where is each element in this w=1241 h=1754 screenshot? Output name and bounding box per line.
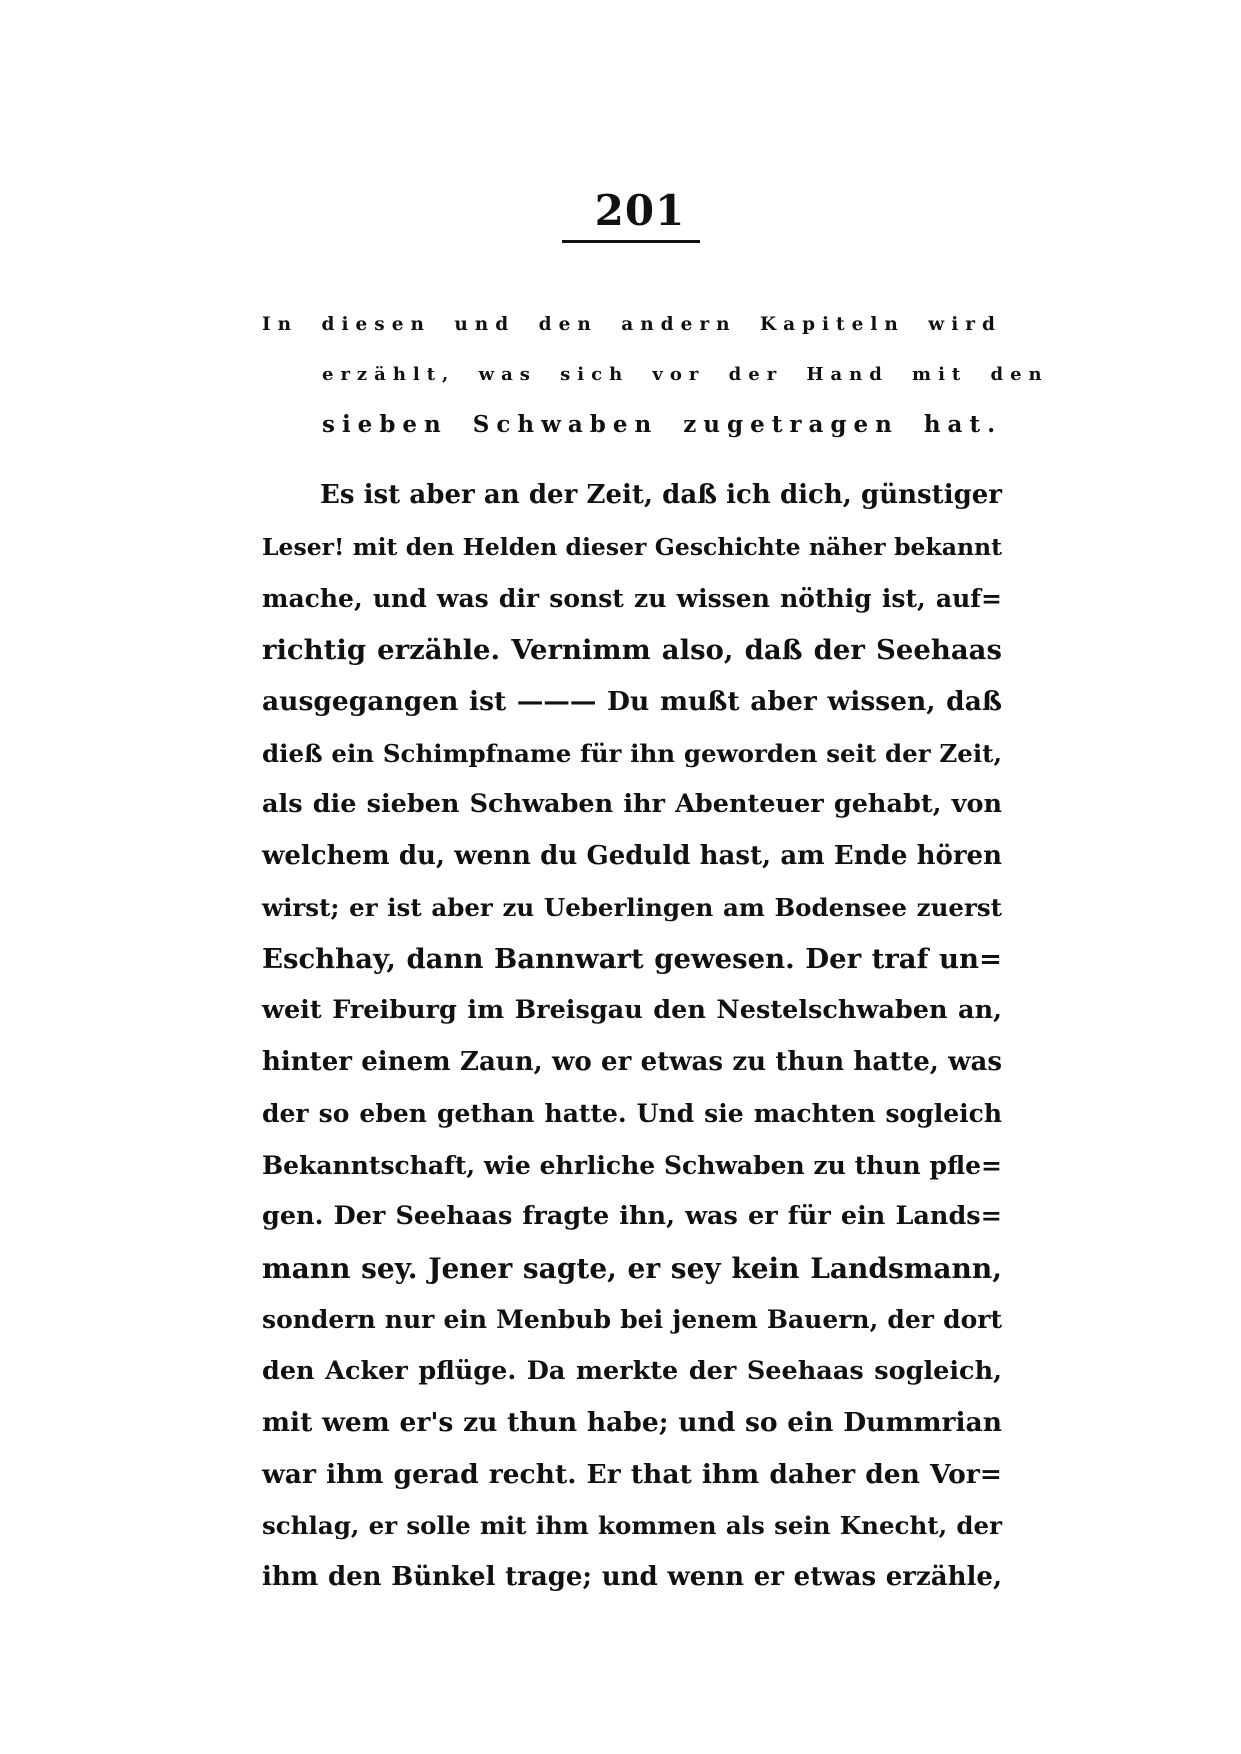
- body-paragraph: [262, 470, 1002, 1603]
- text-line: welchem du, wenn du Geduld hast, am Ende hören: [262, 840, 1002, 871]
- text-line: als die sieben Schwaben ihr Abenteuer gehabt, von: [262, 789, 1002, 819]
- text-line: Bekanntschaft, wie ehrliche Schwaben zu thun pfle=: [262, 1150, 1002, 1180]
- chapter-summary-line: erzählt, was sich vor der Hand mit den: [322, 364, 1049, 385]
- text-line: war ihm gerad recht. Er that ihm daher den Vor=: [262, 1458, 1002, 1490]
- text-line: dieß ein Schimpfname für ihn geworden seit der Zeit,: [262, 738, 1002, 768]
- text-line: sondern nur ein Menbub bei jenem Bauern, der dort: [262, 1305, 1002, 1334]
- page-number-rule: [562, 240, 700, 243]
- text-line: ihm den Bünkel trage; und wenn er etwas erzähle,: [262, 1561, 1002, 1592]
- text-line: wirst; er ist aber zu Ueberlingen am Bodensee zuerst: [262, 893, 1002, 922]
- text-line: mache, und was dir sonst zu wissen nöthig ist, auf=: [262, 584, 1002, 613]
- text-line: ausgegangen ist ——— Du mußt aber wissen, daß: [262, 686, 1002, 717]
- text-line: Leser! mit den Helden dieser Geschichte näher bekannt: [262, 532, 1002, 561]
- text-line: Eschhay, dann Bannwart gewesen. Der traf un=: [262, 942, 1002, 975]
- chapter-summary: [262, 300, 1049, 450]
- text-line: mit wem er's zu thun habe; und so ein Dummrian: [262, 1407, 1002, 1438]
- text-line: der so eben gethan hatte. Und sie machten sogleich: [262, 1099, 1002, 1128]
- text-line: weit Freiburg im Breisgau den Nestelschwaben an,: [262, 995, 1002, 1025]
- text-line: den Acker pflüge. Da merkte der Seehaas sogleich,: [262, 1355, 1002, 1386]
- text-line: gen. Der Seehaas fragte ihn, was er für ein Lands=: [262, 1201, 1002, 1231]
- page-number: 201: [594, 186, 686, 235]
- text-line: mann sey. Jener sagte, er sey kein Landsmann,: [262, 1251, 1002, 1285]
- chapter-summary-line: In diesen und den andern Kapiteln wird: [262, 314, 1002, 335]
- text-line: hinter einem Zaun, wo er etwas zu thun hatte, was: [262, 1046, 1002, 1077]
- text-line: Es ist aber an der Zeit, daß ich dich, günstiger: [320, 480, 1002, 510]
- text-line: schlag, er solle mit ihm kommen als sein Knecht, der: [262, 1511, 1002, 1540]
- text-line: richtig erzähle. Vernimm also, daß der Seehaas: [262, 633, 1002, 666]
- chapter-summary-line: sieben Schwaben zugetragen hat.: [322, 411, 1003, 438]
